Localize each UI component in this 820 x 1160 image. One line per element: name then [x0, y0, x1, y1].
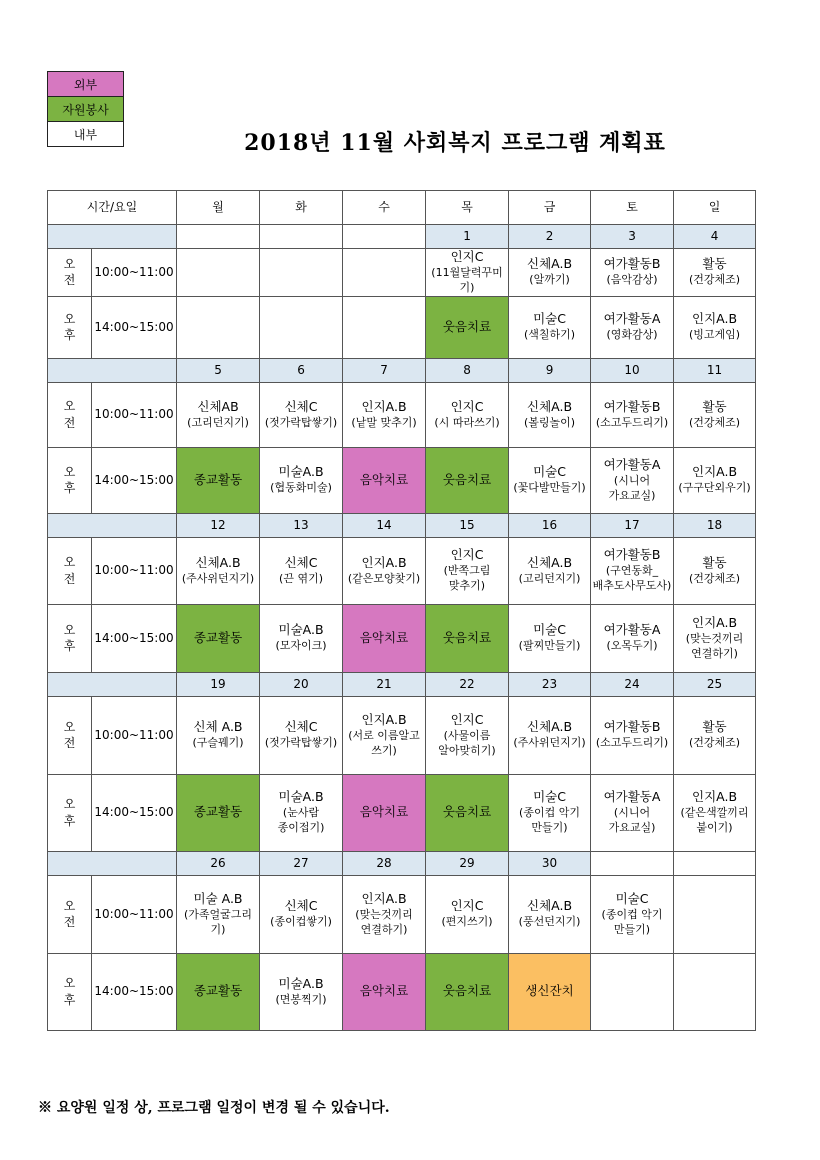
program-detail: 가요교실) — [608, 488, 656, 502]
program-detail: (젓가락탑쌓기) — [264, 736, 338, 750]
program-cell — [260, 875, 343, 953]
program-cell — [509, 447, 591, 513]
date-sat — [591, 851, 674, 875]
date-mon: 26 — [177, 851, 260, 875]
program-name: 인지C — [450, 898, 484, 914]
program-detail: 연결하기) — [360, 922, 408, 936]
program-name: 인지A.B — [692, 311, 738, 327]
date-tue: 13 — [260, 513, 343, 537]
period-label: 오 후 — [48, 953, 92, 1030]
program-name: 신체A.B — [195, 554, 241, 570]
morning-row — [48, 875, 756, 953]
date-thu: 1 — [426, 225, 509, 249]
program-name: 신체C — [284, 398, 318, 414]
program-name: 신체C — [284, 554, 318, 570]
program-name: 신체C — [284, 898, 318, 914]
date-sun — [674, 851, 756, 875]
date-wed — [343, 225, 426, 249]
program-name: 여가활동B — [603, 719, 661, 735]
program-detail: (모자이크) — [275, 639, 327, 653]
empty-cell — [260, 249, 343, 297]
program-cell — [674, 696, 756, 774]
date-sat: 3 — [591, 225, 674, 249]
program-detail: (시니어 — [613, 806, 651, 820]
program-detail: (주사위던지기) — [181, 571, 255, 585]
program-cell — [674, 537, 756, 604]
program-detail: (젓가락탑쌓기) — [264, 415, 338, 429]
program-detail: 가요교실) — [608, 821, 656, 834]
program-detail: (낱말 맞추기) — [351, 415, 417, 429]
date-wed: 28 — [343, 851, 426, 875]
date-sun: 11 — [674, 358, 756, 382]
program-cell — [674, 604, 756, 672]
empty-cell — [674, 875, 756, 953]
program-name: 미술 A.B — [193, 890, 243, 906]
program-cell — [343, 953, 426, 1030]
program-cell — [509, 296, 591, 358]
program-name: 웃음치료 — [442, 318, 492, 334]
program-cell — [260, 382, 343, 447]
program-detail: 알아맞히기) — [438, 743, 496, 757]
program-cell — [426, 447, 509, 513]
program-cell — [177, 953, 260, 1030]
date-tue: 6 — [260, 358, 343, 382]
program-detail: 만들기) — [613, 922, 651, 936]
period-label: 오 전 — [48, 537, 92, 604]
program-name: 웃음치료 — [442, 804, 492, 820]
header-sun: 일 — [674, 191, 756, 225]
program-cell — [260, 953, 343, 1030]
program-cell — [509, 604, 591, 672]
date-mon — [177, 225, 260, 249]
program-cell — [674, 447, 756, 513]
program-detail: 연결하기) — [691, 646, 738, 660]
program-detail: (주사위던지기) — [513, 736, 586, 750]
program-name: 미술C — [615, 890, 649, 906]
empty-cell — [591, 953, 674, 1030]
legend-item: 외부 — [48, 72, 124, 97]
program-cell — [426, 249, 509, 297]
date-row-label — [48, 358, 177, 382]
program-detail: (색칠하기) — [523, 328, 576, 342]
header-thu: 목 — [426, 191, 509, 225]
program-detail: (구구단외우기) — [678, 481, 751, 495]
program-cell — [509, 953, 591, 1030]
program-name: 인지C — [450, 547, 484, 563]
program-cell — [177, 604, 260, 672]
date-mon: 5 — [177, 358, 260, 382]
time-label: 10:00~11:00 — [92, 537, 177, 604]
date-row — [48, 672, 756, 696]
program-detail: (서로 이름알고 — [348, 728, 420, 742]
program-detail: (시 따라쓰기) — [434, 415, 500, 429]
program-cell — [426, 537, 509, 604]
date-sat: 24 — [591, 672, 674, 696]
program-detail: 만들기) — [531, 821, 568, 834]
program-name: 미술C — [533, 464, 566, 480]
program-cell — [591, 382, 674, 447]
program-detail: (고리던지기) — [518, 571, 581, 585]
header-fri: 금 — [509, 191, 591, 225]
program-name: 신체 A.B — [193, 719, 243, 735]
program-cell — [260, 696, 343, 774]
program-detail: (편지쓰기) — [441, 915, 493, 929]
period-label: 오 전 — [48, 875, 92, 953]
program-detail: (시니어 — [613, 473, 651, 487]
program-cell — [591, 774, 674, 851]
period-label: 오 후 — [48, 604, 92, 672]
program-cell — [260, 537, 343, 604]
afternoon-row — [48, 953, 756, 1030]
date-fri: 23 — [509, 672, 591, 696]
morning-row — [48, 696, 756, 774]
program-name: 인지A.B — [361, 890, 407, 906]
program-name: 웃음치료 — [442, 983, 492, 999]
morning-row — [48, 382, 756, 447]
program-name: 신체A.B — [527, 256, 573, 272]
program-detail: (오목두기) — [606, 639, 658, 653]
program-cell — [591, 296, 674, 358]
header-time-day: 시간/요일 — [48, 191, 177, 225]
program-cell — [591, 447, 674, 513]
program-detail: (사물이름 — [443, 728, 491, 742]
period-label: 오 전 — [48, 382, 92, 447]
date-row — [48, 358, 756, 382]
program-detail: (협동화미술) — [270, 481, 332, 495]
program-detail: (소고두드리기) — [595, 415, 669, 429]
program-cell — [591, 604, 674, 672]
footer-note: ※ 요양원 일정 상, 프로그램 일정이 변경 될 수 있습니다. — [38, 1100, 390, 1116]
period-label: 오 후 — [48, 447, 92, 513]
time-label: 10:00~11:00 — [92, 249, 177, 297]
program-cell — [343, 774, 426, 851]
program-name: 종교활동 — [193, 471, 243, 487]
program-detail: (맞는것끼리 — [355, 907, 413, 921]
program-cell — [343, 696, 426, 774]
program-detail: (건강체조) — [688, 273, 741, 287]
period-label: 오 전 — [48, 696, 92, 774]
date-sun: 4 — [674, 225, 756, 249]
empty-cell — [343, 296, 426, 358]
time-label: 14:00~15:00 — [92, 604, 177, 672]
program-cell — [343, 875, 426, 953]
date-fri: 2 — [509, 225, 591, 249]
date-sun: 18 — [674, 513, 756, 537]
program-name: 여가활동A — [603, 311, 661, 327]
program-name: 음악치료 — [359, 629, 409, 645]
program-cell — [426, 604, 509, 672]
program-name: 종교활동 — [193, 629, 243, 645]
program-name: 웃음치료 — [442, 629, 492, 645]
program-name: 여가활동B — [603, 547, 661, 563]
date-fri: 9 — [509, 358, 591, 382]
program-name: 음악치료 — [359, 983, 409, 999]
morning-row — [48, 249, 756, 297]
afternoon-row — [48, 296, 756, 358]
program-detail: (팔찌만들기) — [518, 639, 581, 653]
program-detail: (같은색깔끼리 — [680, 806, 749, 820]
program-cell — [343, 447, 426, 513]
program-detail: (같은모양찾기) — [347, 571, 421, 585]
header-tue: 화 — [260, 191, 343, 225]
date-fri: 30 — [509, 851, 591, 875]
program-name: 인지A.B — [361, 711, 407, 727]
program-cell — [426, 774, 509, 851]
program-cell — [509, 537, 591, 604]
legend-item: 내부 — [48, 122, 124, 147]
program-name: 미술A.B — [278, 622, 324, 638]
header-mon: 월 — [177, 191, 260, 225]
date-row-label — [48, 513, 177, 537]
afternoon-row — [48, 774, 756, 851]
date-thu: 29 — [426, 851, 509, 875]
program-cell — [591, 249, 674, 297]
program-cell — [260, 604, 343, 672]
date-fri: 16 — [509, 513, 591, 537]
period-label: 오 전 — [48, 249, 92, 297]
date-thu: 15 — [426, 513, 509, 537]
program-name: 종교활동 — [193, 983, 243, 999]
program-name: 여가활동B — [603, 398, 661, 414]
program-name: 인지C — [450, 398, 484, 414]
legend — [47, 71, 124, 147]
empty-cell — [260, 296, 343, 358]
date-row — [48, 513, 756, 537]
program-detail: (구슬꿰기) — [192, 736, 244, 750]
program-detail: (빙고게임) — [688, 328, 741, 342]
time-label: 10:00~11:00 — [92, 696, 177, 774]
program-detail: (11월달력꾸미기) — [431, 265, 503, 294]
program-cell — [177, 696, 260, 774]
program-cell — [674, 296, 756, 358]
program-cell — [674, 382, 756, 447]
program-detail: (면봉찍기) — [275, 992, 327, 1006]
program-name: 신체AB — [197, 398, 239, 414]
date-wed: 7 — [343, 358, 426, 382]
program-cell — [509, 382, 591, 447]
program-name: 미술A.B — [278, 789, 324, 805]
program-name: 인지A.B — [692, 614, 738, 630]
date-row-label — [48, 672, 177, 696]
program-name: 음악치료 — [359, 471, 409, 487]
morning-row — [48, 537, 756, 604]
date-mon: 12 — [177, 513, 260, 537]
afternoon-row — [48, 604, 756, 672]
program-cell — [177, 875, 260, 953]
program-name: 활동 — [702, 398, 727, 414]
date-thu: 22 — [426, 672, 509, 696]
program-detail: 붙이기) — [696, 821, 733, 834]
date-row — [48, 851, 756, 875]
program-name: 신체A.B — [527, 719, 573, 735]
program-cell — [674, 249, 756, 297]
program-cell — [509, 774, 591, 851]
date-tue: 20 — [260, 672, 343, 696]
program-name: 종교활동 — [193, 804, 243, 820]
program-cell — [509, 875, 591, 953]
program-detail: (눈사람 — [282, 806, 320, 820]
program-detail: 맞추기) — [448, 579, 486, 592]
date-sat: 10 — [591, 358, 674, 382]
header-wed: 수 — [343, 191, 426, 225]
program-cell — [177, 382, 260, 447]
header-row — [48, 191, 756, 225]
program-cell — [509, 249, 591, 297]
empty-cell — [177, 296, 260, 358]
program-cell — [260, 447, 343, 513]
date-tue — [260, 225, 343, 249]
program-detail: (종이컵 악기 — [601, 907, 663, 921]
program-detail: (건강체조) — [688, 571, 741, 585]
program-cell — [426, 953, 509, 1030]
program-detail: (끈 엮기) — [279, 571, 323, 585]
date-tue: 27 — [260, 851, 343, 875]
program-name: 신체A.B — [527, 554, 573, 570]
program-detail: (가족얼굴그리기) — [183, 907, 253, 936]
program-detail: (종이컵쌓기) — [270, 915, 332, 929]
program-cell — [177, 774, 260, 851]
program-name: 음악치료 — [359, 804, 409, 820]
program-detail: 쓰기) — [371, 743, 397, 757]
program-name: 미술C — [533, 789, 566, 805]
empty-cell — [674, 953, 756, 1030]
program-cell — [509, 696, 591, 774]
program-name: 생신잔치 — [525, 983, 574, 999]
program-cell — [674, 774, 756, 851]
program-cell — [177, 447, 260, 513]
program-detail: (건강체조) — [688, 415, 741, 429]
period-label: 오 후 — [48, 774, 92, 851]
time-label: 10:00~11:00 — [92, 875, 177, 953]
program-detail: (종이컵 악기 — [519, 806, 580, 820]
time-label: 14:00~15:00 — [92, 447, 177, 513]
time-label: 14:00~15:00 — [92, 953, 177, 1030]
program-cell — [591, 537, 674, 604]
program-detail: 배추도사무도사) — [592, 579, 672, 592]
program-cell — [591, 875, 674, 953]
program-name: 인지A.B — [361, 398, 407, 414]
period-label: 오 후 — [48, 296, 92, 358]
date-sat: 17 — [591, 513, 674, 537]
date-wed: 14 — [343, 513, 426, 537]
program-detail: (고리던지기) — [187, 415, 249, 429]
program-cell — [426, 875, 509, 953]
program-name: 미술A.B — [278, 464, 324, 480]
program-name: 여가활동B — [603, 256, 661, 272]
program-detail: (영화감상) — [606, 328, 658, 342]
program-detail: (반쪽그림 — [443, 564, 491, 578]
program-cell — [426, 296, 509, 358]
program-name: 인지A.B — [692, 789, 738, 805]
program-name: 신체C — [284, 719, 318, 735]
date-sun: 25 — [674, 672, 756, 696]
header-sat: 토 — [591, 191, 674, 225]
program-detail: (건강체조) — [688, 736, 741, 750]
date-mon: 19 — [177, 672, 260, 696]
date-row — [48, 225, 756, 249]
program-cell — [343, 382, 426, 447]
program-name: 미술C — [533, 622, 566, 638]
program-name: 미술A.B — [278, 975, 324, 991]
date-row-label — [48, 851, 177, 875]
empty-cell — [343, 249, 426, 297]
program-name: 미술C — [533, 311, 566, 327]
empty-cell — [177, 249, 260, 297]
date-thu: 8 — [426, 358, 509, 382]
program-name: 웃음치료 — [442, 471, 492, 487]
program-detail: (꽃다발만들기) — [513, 481, 586, 495]
afternoon-row — [48, 447, 756, 513]
program-name: 활동 — [702, 554, 727, 570]
program-detail: (소고두드리기) — [595, 736, 669, 750]
program-detail: (알까기) — [529, 273, 570, 287]
program-name: 인지A.B — [692, 464, 738, 480]
program-name: 여가활동A — [603, 622, 661, 638]
program-cell — [426, 696, 509, 774]
program-name: 활동 — [702, 256, 727, 272]
time-label: 14:00~15:00 — [92, 296, 177, 358]
program-detail: (풍선던지기) — [518, 915, 581, 929]
time-label: 10:00~11:00 — [92, 382, 177, 447]
program-cell — [343, 537, 426, 604]
program-detail: (볼링놀이) — [523, 415, 576, 429]
program-detail: (맞는것끼리 — [685, 631, 744, 645]
program-name: 여가활동A — [603, 789, 661, 805]
legend-item: 자원봉사 — [48, 97, 124, 122]
page-title: 2018년 11월 사회복지 프로그램 계획표 — [244, 130, 666, 156]
program-cell — [591, 696, 674, 774]
time-label: 14:00~15:00 — [92, 774, 177, 851]
program-name: 인지C — [450, 711, 484, 727]
program-name: 신체A.B — [527, 898, 573, 914]
program-name: 활동 — [702, 719, 727, 735]
date-row-label — [48, 225, 177, 249]
program-cell — [260, 774, 343, 851]
schedule-table — [47, 190, 756, 1031]
program-name: 인지C — [450, 249, 484, 264]
program-cell — [177, 537, 260, 604]
program-name: 여가활동A — [603, 456, 661, 472]
program-name: 신체A.B — [527, 398, 573, 414]
program-name: 인지A.B — [361, 554, 407, 570]
program-cell — [426, 382, 509, 447]
program-detail: (구연동화_ — [605, 564, 659, 578]
date-wed: 21 — [343, 672, 426, 696]
program-detail: 종이접기) — [277, 821, 325, 834]
program-cell — [343, 604, 426, 672]
program-detail: (음악감상) — [606, 273, 658, 287]
